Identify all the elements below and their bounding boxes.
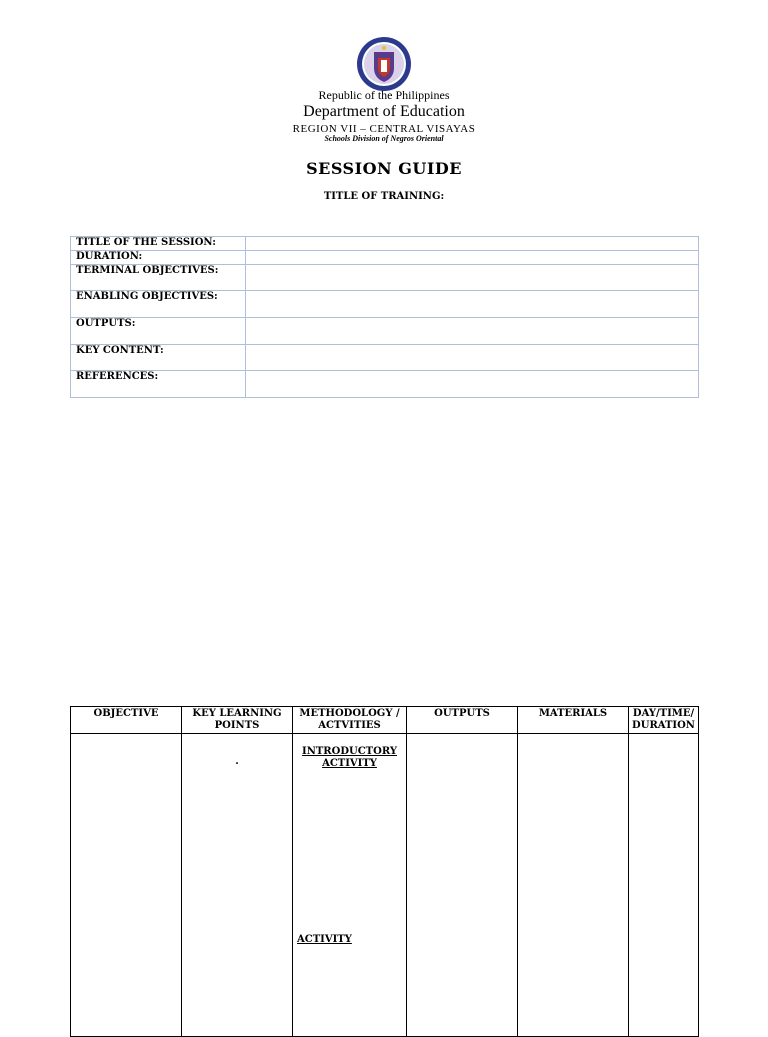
column-header-materials: MATERIALS — [518, 707, 629, 734]
info-label: REFERENCES: — [71, 371, 246, 398]
info-label: TERMINAL OBJECTIVES: — [71, 265, 246, 291]
table-row — [71, 265, 699, 291]
session-info-table — [70, 236, 699, 398]
info-value — [246, 237, 699, 251]
objective-cell — [71, 734, 182, 1037]
column-header-methodology: METHODOLOGY / ACTVITIES — [293, 707, 407, 734]
activity-heading: ACTIVITY — [297, 934, 352, 945]
info-value — [246, 265, 699, 291]
info-value — [246, 291, 699, 318]
session-plan-table — [70, 706, 699, 1037]
table-row — [71, 734, 699, 1037]
info-value — [246, 318, 699, 345]
column-header-objective: OBJECTIVE — [71, 707, 182, 734]
column-header-key-learning-points: KEY LEARNING POINTS — [182, 707, 293, 734]
table-row — [71, 345, 699, 371]
duration-cell — [629, 734, 699, 1037]
table-header-row — [71, 707, 699, 734]
methodology-cell — [293, 734, 407, 1037]
department-name: Department of Education — [303, 103, 465, 120]
introductory-activity-heading: INTRODUCTORY ACTIVITY — [302, 746, 397, 769]
table-row — [71, 291, 699, 318]
republic-line: Republic of the Philippines — [318, 88, 450, 102]
table-row — [71, 371, 699, 398]
key-points-text: . — [235, 756, 239, 767]
column-header-outputs: OUTPUTS — [407, 707, 518, 734]
outputs-cell — [407, 734, 518, 1037]
page-title: SESSION GUIDE — [306, 159, 462, 178]
key-points-cell — [182, 734, 293, 1037]
table-row — [71, 237, 699, 251]
region-line: REGION VII – CENTRAL VISAYAS — [292, 123, 476, 135]
table-row — [71, 251, 699, 265]
info-value — [246, 371, 699, 398]
training-title-label: TITLE OF TRAINING: — [323, 191, 445, 202]
info-value — [246, 345, 699, 371]
info-label: KEY CONTENT: — [71, 345, 246, 371]
deped-seal-logo — [356, 36, 412, 92]
materials-cell — [518, 734, 629, 1037]
info-label: OUTPUTS: — [71, 318, 246, 345]
info-label: ENABLING OBJECTIVES: — [71, 291, 246, 318]
info-value — [246, 251, 699, 265]
info-label: TITLE OF THE SESSION: — [71, 237, 246, 251]
info-label: DURATION: — [71, 251, 246, 265]
column-header-duration: DAY/TIME/ DURATION — [629, 707, 699, 734]
division-line: Schools Division of Negros Oriental — [324, 134, 444, 143]
table-row — [71, 318, 699, 345]
